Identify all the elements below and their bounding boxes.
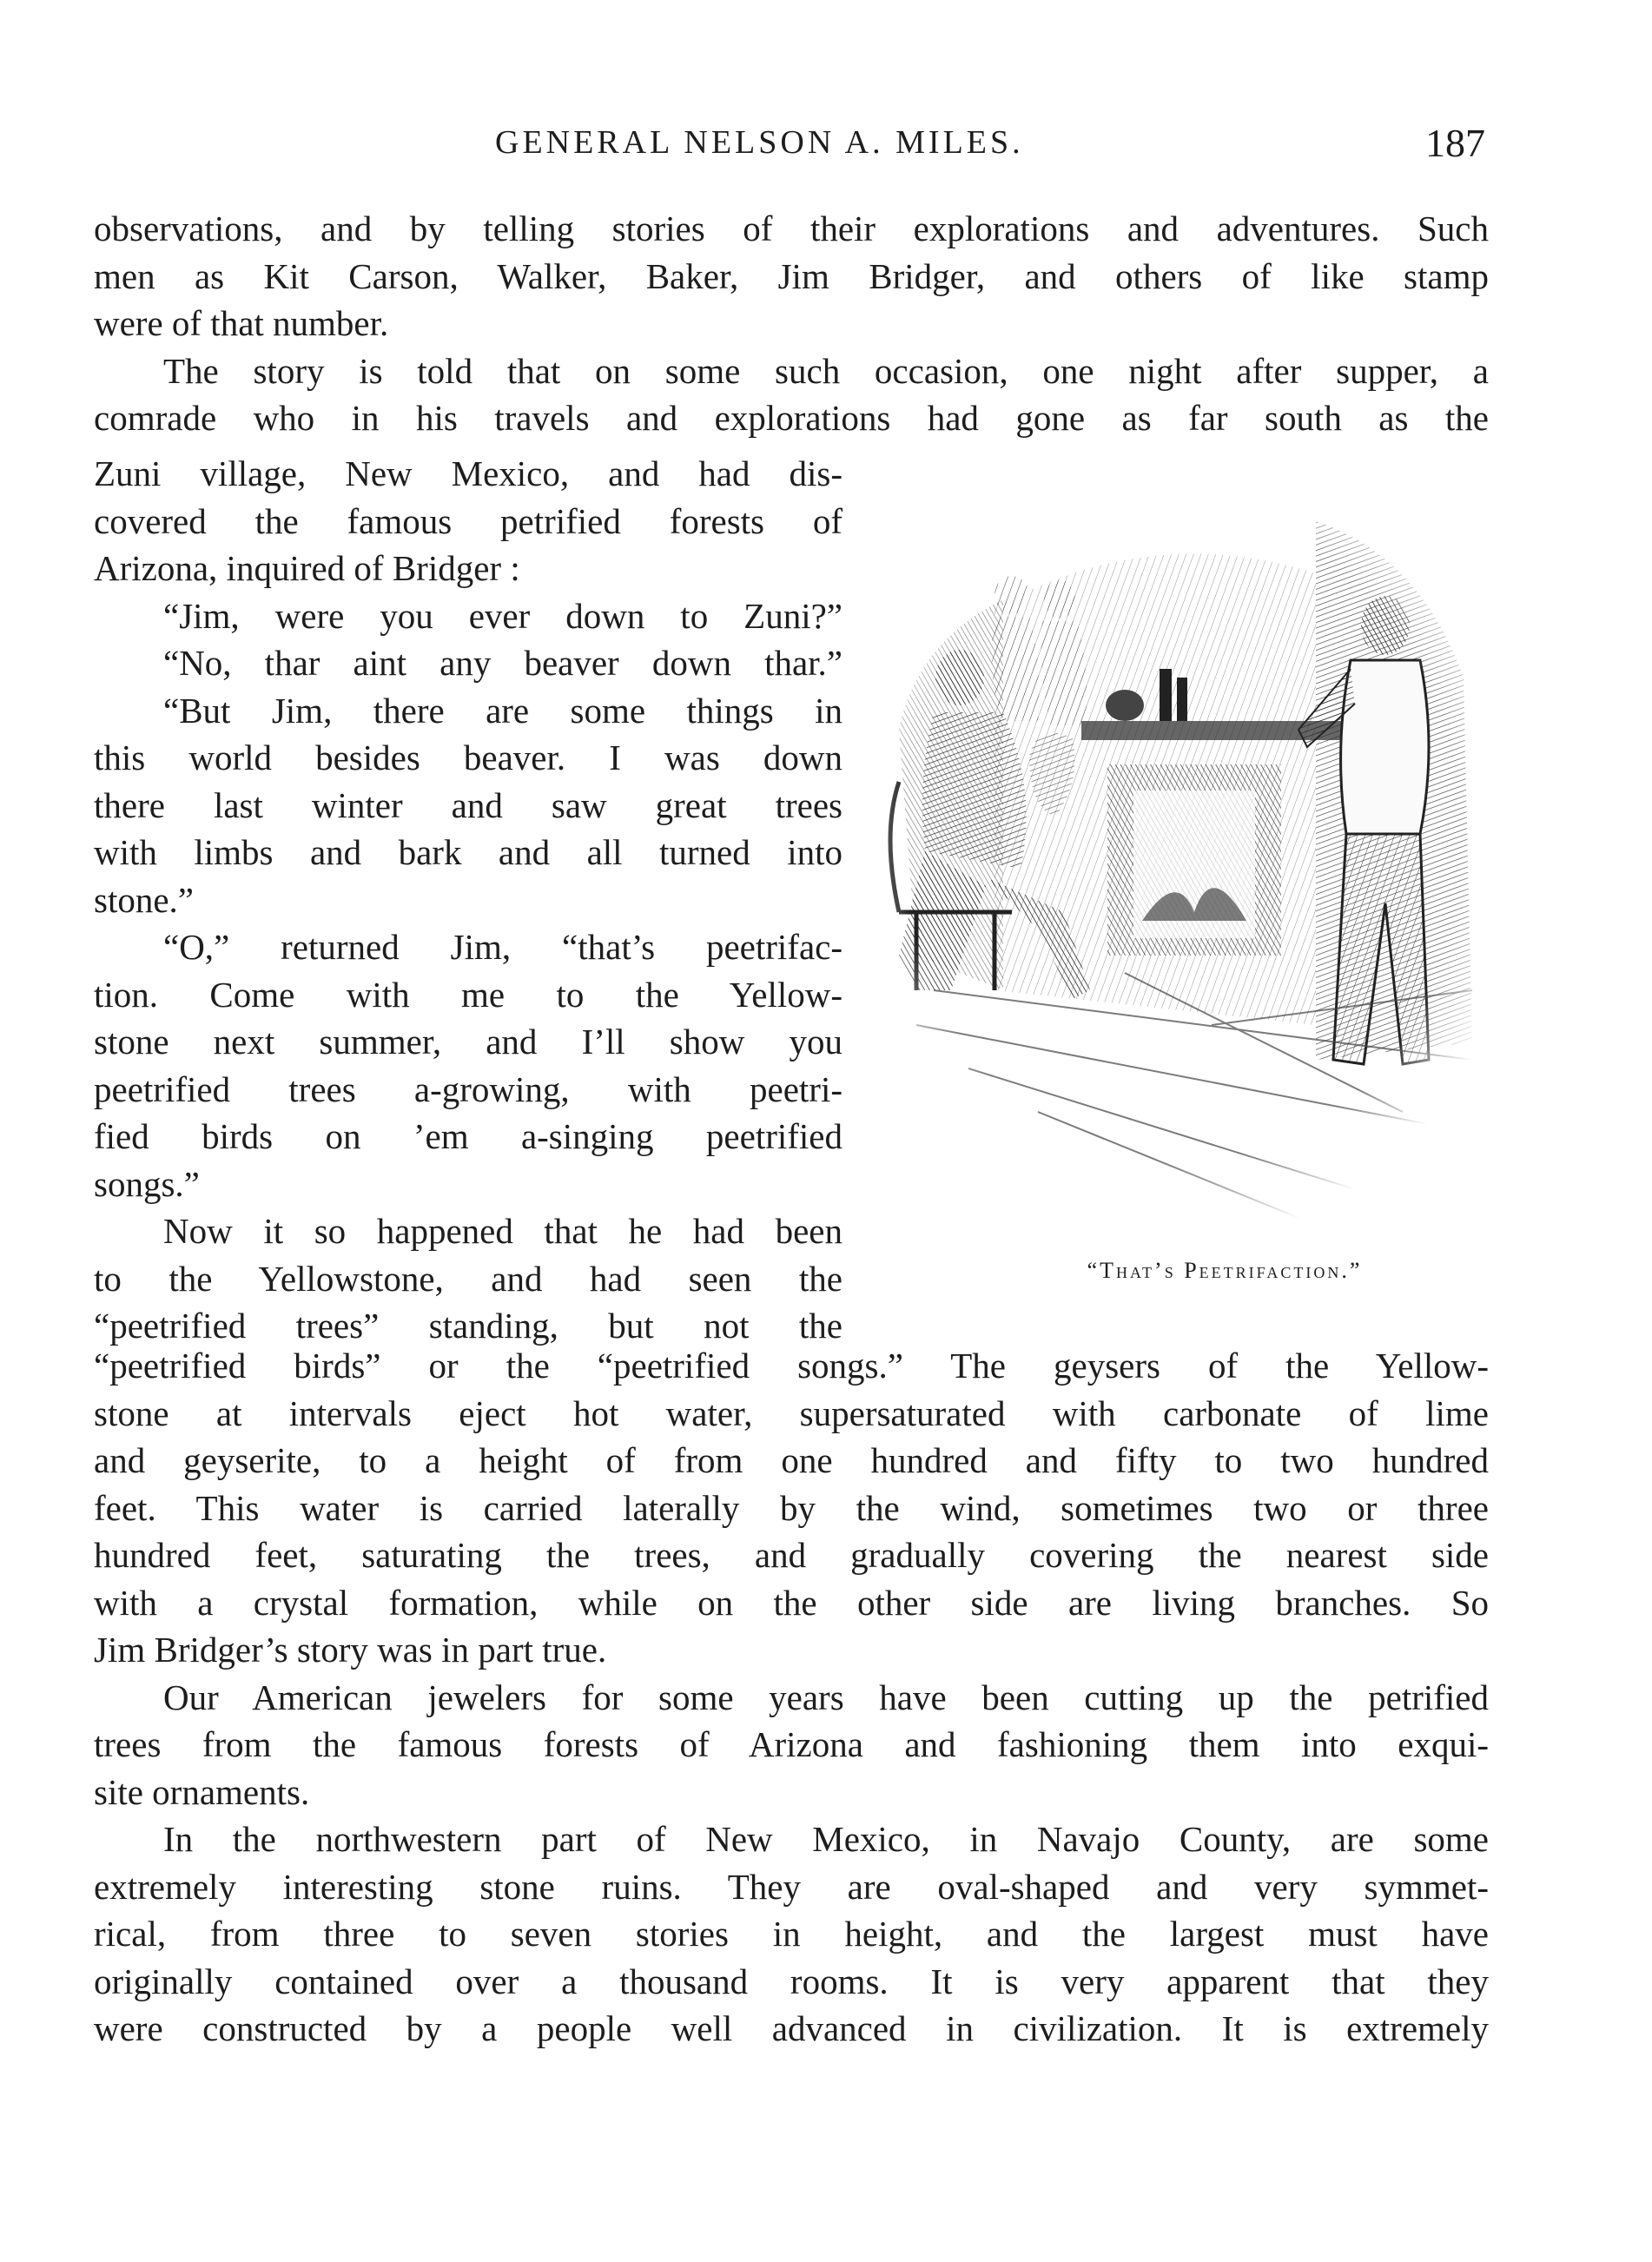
- lower-text-block: [94, 1342, 1489, 2053]
- page-number: 187: [1425, 121, 1485, 165]
- text-line: “peetrified trees” standing, but not the: [94, 1306, 843, 1346]
- text-line: there last winter and saw great trees: [94, 784, 843, 825]
- text-line: extremely interesting stone ruins. They are oval-shaped and very symmet-: [94, 1866, 1489, 1907]
- text-line: “But Jim, there are some things in: [163, 690, 843, 731]
- text-line: “Jim, were you ever down to Zuni?”: [163, 595, 843, 636]
- text-line: fied birds on ’em a-singing peetrified: [94, 1116, 843, 1156]
- text-line: stone at intervals eject hot water, supersaturated with carbonate of lime: [94, 1392, 1489, 1433]
- text-line: with limbs and bark and all turned into: [94, 832, 843, 872]
- narrow-text-column: [94, 450, 843, 1350]
- text-line: to the Yellowstone, and had seen the: [94, 1258, 843, 1299]
- text-line: “No, thar aint any beaver down thar.”: [163, 643, 843, 683]
- text-line: “peetrified birds” or the “peetrified songs.” The geysers of the Yellow-: [94, 1346, 1489, 1386]
- text-line: with a crystal formation, while on the other side are living branches. So: [94, 1582, 1489, 1623]
- running-head: [96, 123, 1485, 175]
- text-line: peetrified trees a-growing, with peetri-: [94, 1068, 843, 1109]
- text-line: site ornaments.: [94, 1771, 310, 1812]
- text-line: Zuni village, New Mexico, and had dis-: [94, 453, 843, 493]
- text-line: comrade who in his travels and explorations had gone as far south as the: [94, 398, 1489, 438]
- running-title: GENERAL NELSON A. MILES.: [495, 124, 1024, 161]
- engraving-illustration: [864, 504, 1498, 1242]
- vignette: [864, 504, 1498, 1242]
- text-line: feet. This water is carried laterally by the wind, sometimes two or three: [94, 1487, 1489, 1528]
- text-line: “O,” returned Jim, “that’s peetrifac-: [163, 927, 843, 967]
- text-line: observations, and by telling stories of their explorations and adventures. Such: [94, 208, 1489, 248]
- text-line: were constructed by a people well advanced in civilization. It is extremely: [94, 2008, 1489, 2048]
- text-line: covered the famous petrified forests of: [94, 500, 843, 541]
- text-line: hundred feet, saturating the trees, and gradually covering the nearest side: [94, 1535, 1489, 1575]
- text-line: stone.”: [94, 879, 194, 920]
- text-line: and geyserite, to a height of from one hundred and fifty to two hundred: [94, 1440, 1489, 1480]
- text-line: tion. Come with me to the Yellow-: [94, 974, 843, 1015]
- text-line: stone next summer, and I’ll show you: [94, 1022, 843, 1062]
- text-line: originally contained over a thousand rooms. It is very apparent that they: [94, 1961, 1489, 2001]
- text-line: The story is told that on some such occasion, one night after supper, a: [163, 350, 1489, 391]
- top-text-block: [94, 205, 1489, 442]
- text-line: In the northwestern part of New Mexico, in Navajo County, are some: [163, 1819, 1489, 1859]
- text-line: were of that number.: [94, 303, 389, 343]
- text-line: trees from the famous forests of Arizona and fashioning them into exqui-: [94, 1724, 1489, 1764]
- text-line: Now it so happened that he had been: [163, 1211, 843, 1251]
- text-line: Jim Bridger’s story was in part true.: [94, 1630, 607, 1670]
- text-line: men as Kit Carson, Walker, Baker, Jim Bridger, and others of like stamp: [94, 255, 1489, 296]
- text-line: songs.”: [94, 1163, 200, 1204]
- text-line: rical, from three to seven stories in height, and the largest must have: [94, 1914, 1489, 1954]
- illustration-caption: “That’s Peetrifaction.”: [1087, 1258, 1363, 1283]
- text-line: Arizona, inquired of Bridger :: [94, 548, 520, 588]
- text-line: this world besides beaver. I was down: [94, 737, 843, 777]
- text-line: Our American jewelers for some years have been cutting up the petrified: [163, 1677, 1489, 1717]
